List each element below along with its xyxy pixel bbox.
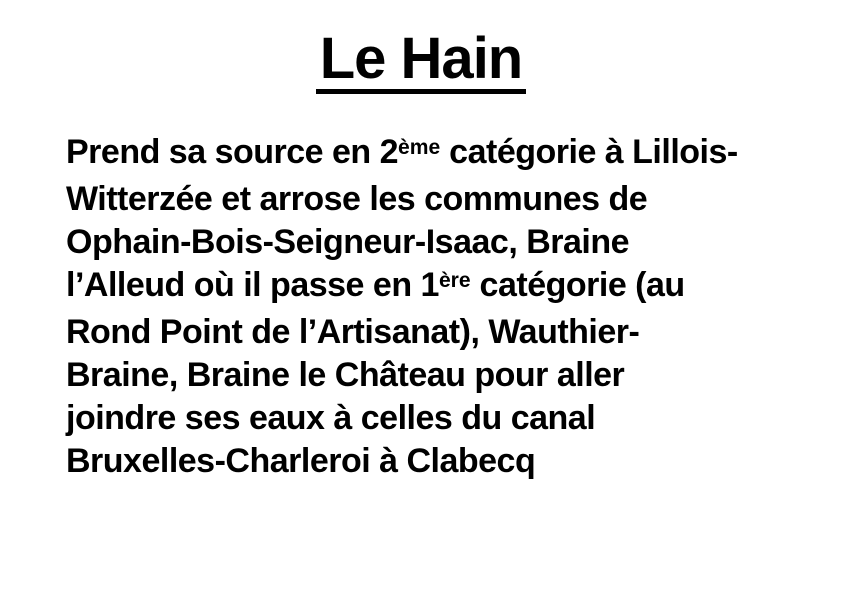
body-line [66, 264, 806, 311]
text-segment: Bruxelles-Charleroi à Clabecq [66, 442, 536, 480]
body-line [66, 311, 806, 354]
text-segment: catégorie à Lillois- [440, 133, 738, 171]
text-segment: Braine, Braine le Château pour aller [66, 356, 625, 394]
title-container [0, 26, 842, 94]
body-line [66, 397, 806, 440]
text-segment: catégorie (au [470, 266, 685, 304]
body-paragraph [66, 131, 806, 483]
text-segment: Witterzée et arrose les communes de [66, 180, 648, 218]
body-line [66, 221, 806, 264]
text-segment: joindre ses eaux à celles du canal [66, 399, 596, 437]
text-segment: Prend sa source en 2 [66, 133, 399, 171]
body-line [66, 178, 806, 221]
text-segment: Ophain-Bois-Seigneur-Isaac, Braine [66, 223, 630, 261]
body-line [66, 131, 806, 178]
superscript-text: ème [398, 136, 441, 160]
page-title: Le Hain [316, 30, 527, 94]
superscript-text: ère [438, 269, 471, 293]
text-segment: l’Alleud où il passe en 1 [66, 266, 439, 304]
body-line [66, 354, 806, 397]
text-segment: Rond Point de l’Artisanat), Wauthier- [66, 313, 640, 351]
body-line [66, 440, 806, 483]
